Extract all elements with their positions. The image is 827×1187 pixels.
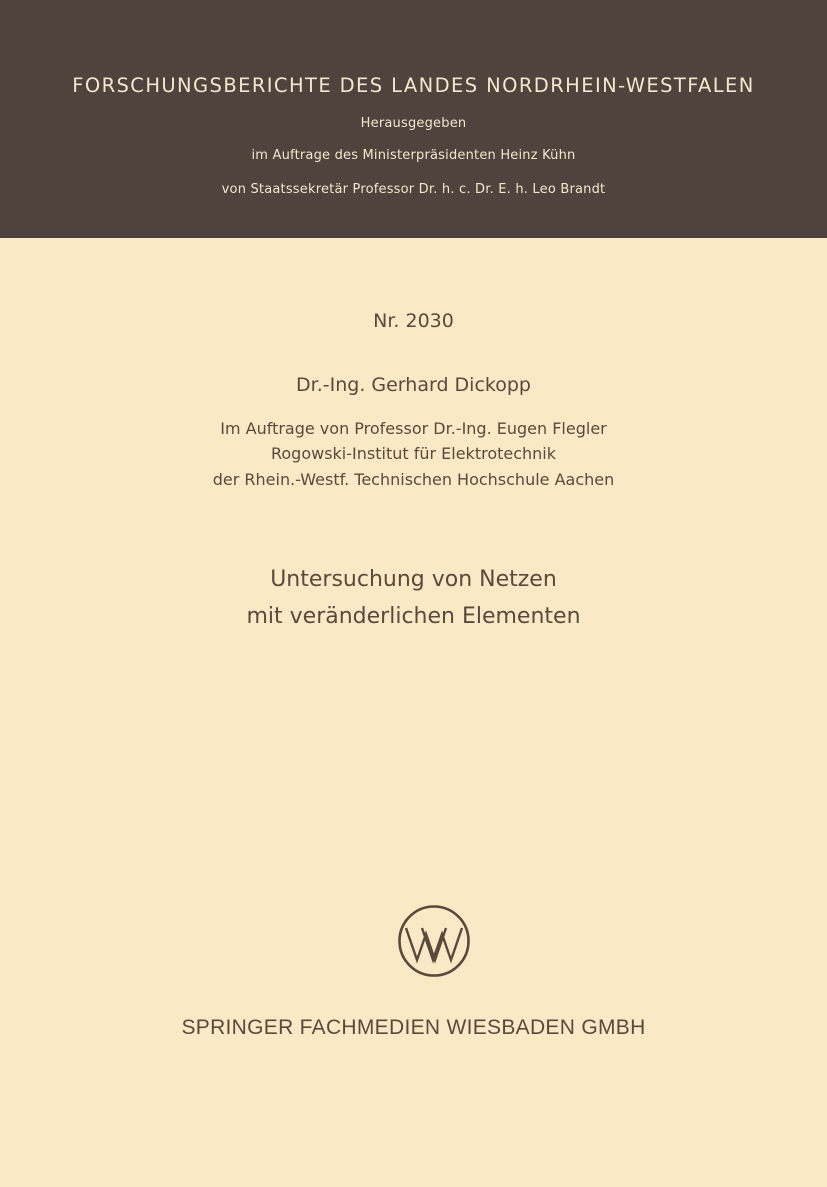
series-title: FORSCHUNGSBERICHTE DES LANDES NORDRHEIN-WESTFALEN <box>72 74 755 97</box>
editor-line-2: im Auftrage des Ministerpräsidenten Heinz Kühn <box>251 148 576 163</box>
affiliation-line-2: Rogowski-Institut für Elektrotechnik <box>270 444 557 463</box>
publisher-name: SPRINGER FACHMEDIEN WIESBADEN GMBH <box>181 1016 646 1039</box>
book-title-line-2: mit veränderlichen Elementen <box>246 604 581 629</box>
editor-line-1: Herausgegeben <box>360 116 467 131</box>
header-band <box>0 0 827 238</box>
affiliation-line-3: der Rhein.-Westf. Technischen Hochschule Aachen <box>212 470 615 489</box>
affiliation-line-1: Im Auftrage von Professor Dr.-Ing. Eugen Flegler <box>220 419 607 438</box>
book-title-line-1: Untersuchung von Netzen <box>270 567 557 592</box>
report-number: Nr. 2030 <box>373 310 454 332</box>
editor-line-3: von Staatssekretär Professor Dr. h. c. Dr. E. h. Leo Brandt <box>221 182 606 197</box>
publisher-logo-icon <box>396 903 472 979</box>
author-name: Dr.-Ing. Gerhard Dickopp <box>296 374 531 396</box>
